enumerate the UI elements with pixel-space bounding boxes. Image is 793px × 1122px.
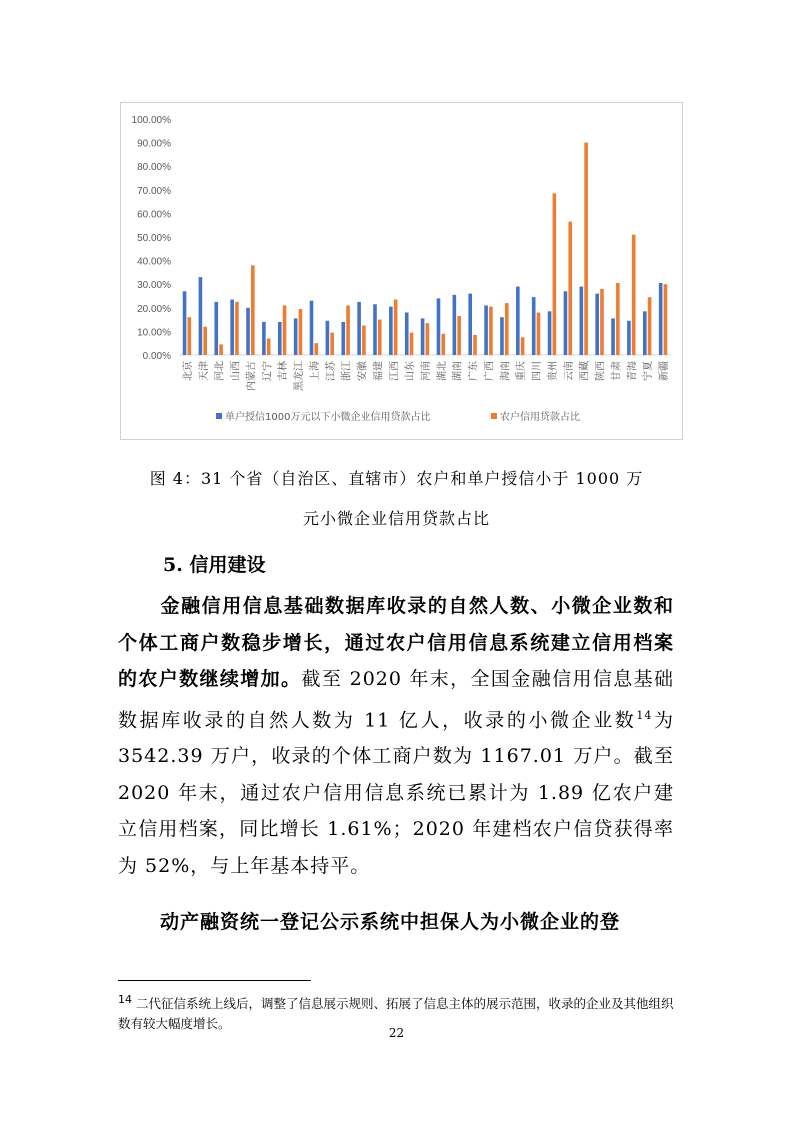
- x-tick-label: 湖北: [436, 361, 448, 381]
- bar-farmer-宁夏: [648, 297, 652, 355]
- bar-msme-上海: [310, 301, 314, 355]
- y-tick-label: 30.00%: [137, 280, 171, 292]
- x-tick-label: 内蒙古: [246, 361, 258, 391]
- bar-msme-湖北: [437, 298, 441, 355]
- footnote-ref: 14: [636, 708, 653, 722]
- x-tick-label: 云南: [563, 361, 575, 381]
- bar-msme-西藏: [580, 287, 584, 355]
- x-tick-label: 贵州: [547, 361, 559, 381]
- bar-farmer-广西: [489, 307, 493, 355]
- bar-msme-重庆: [516, 287, 520, 355]
- bar-msme-江西: [389, 307, 393, 355]
- bar-msme-湖南: [453, 295, 457, 355]
- x-tick-label: 安徽: [357, 361, 369, 381]
- x-tick-label: 湖南: [452, 361, 464, 381]
- legend-label: 单户授信1000万元以下小微企业信用贷款占比: [225, 412, 431, 423]
- figure-caption-line1: 图 4：31 个省（自治区、直辖市）农户和单户授信小于 1000 万: [149, 469, 644, 488]
- footnote-number: 14: [118, 993, 132, 1006]
- bar-farmer-海南: [505, 303, 509, 355]
- bar-farmer-黑龙江: [299, 309, 303, 355]
- bar-farmer-辽宁: [267, 338, 271, 355]
- bar-farmer-广东: [473, 335, 477, 355]
- bar-farmer-上海: [315, 343, 319, 355]
- x-tick-label: 广东: [468, 361, 480, 381]
- bar-farmer-河南: [426, 323, 430, 355]
- y-tick-label: 40.00%: [137, 256, 171, 268]
- bar-msme-云南: [564, 291, 568, 355]
- paragraph-bold-lead: 金融信用信息基础数据库收录的自然人数、小微企业数和个体工商户数稳步增长，通过农户信用信息系统建立信用档案的农户数继续增加。: [118, 595, 674, 690]
- y-tick-label: 20.00%: [137, 303, 171, 315]
- bar-msme-贵州: [548, 311, 552, 355]
- x-tick-label: 河南: [421, 361, 432, 381]
- x-tick-label: 吉林: [278, 361, 290, 381]
- bar-msme-甘肃: [611, 318, 615, 355]
- x-tick-label: 山东: [405, 361, 417, 381]
- x-tick-label: 黑龙江: [294, 361, 306, 391]
- y-tick-label: 10.00%: [137, 327, 171, 339]
- bar-farmer-河北: [219, 344, 223, 355]
- bar-farmer-浙江: [346, 305, 350, 355]
- bar-msme-广西: [484, 305, 488, 355]
- paragraph-movable-property: [118, 904, 674, 941]
- bar-farmer-西藏: [584, 143, 588, 355]
- bar-farmer-贵州: [553, 193, 557, 355]
- bar-farmer-新疆: [664, 284, 668, 355]
- y-tick-label: 70.00%: [137, 185, 171, 197]
- x-tick-label: 福建: [373, 361, 385, 381]
- bar-msme-北京: [183, 291, 187, 355]
- paragraph-credit-construction: [118, 588, 674, 884]
- bar-farmer-云南: [568, 222, 572, 355]
- x-tick-label: 陕西: [595, 361, 607, 381]
- y-tick-label: 100.00%: [131, 115, 171, 126]
- x-tick-label: 河北: [214, 361, 226, 381]
- x-tick-label: 江苏: [325, 361, 337, 381]
- x-tick-label: 山西: [230, 361, 242, 381]
- x-tick-label: 北京: [182, 361, 194, 381]
- x-tick-label: 天津: [198, 361, 210, 381]
- bar-msme-河北: [214, 302, 218, 355]
- x-tick-label: 甘肃: [611, 361, 623, 381]
- bar-farmer-内蒙古: [251, 265, 255, 355]
- x-tick-label: 新疆: [659, 361, 671, 381]
- x-tick-label: 四川: [532, 361, 544, 381]
- bar-msme-新疆: [659, 283, 663, 355]
- bar-msme-宁夏: [643, 311, 647, 355]
- bar-msme-吉林: [278, 322, 282, 355]
- bar-farmer-重庆: [521, 337, 525, 355]
- y-tick-label: 80.00%: [137, 162, 171, 174]
- legend-label: 农户信用贷款占比: [500, 412, 580, 423]
- legend-swatch: [491, 413, 497, 419]
- x-tick-label: 重庆: [516, 361, 528, 381]
- bar-farmer-福建: [378, 320, 382, 355]
- bar-farmer-甘肃: [616, 283, 620, 355]
- x-tick-label: 海南: [500, 361, 512, 381]
- bar-msme-浙江: [341, 322, 345, 355]
- paragraph-text-a: 截至 2020 年末，全国金融信用信息基础数据库收录的自然人数为 11 亿人，收录的小微企业数: [118, 668, 674, 731]
- x-tick-label: 广西: [484, 361, 496, 381]
- bar-farmer-山西: [235, 302, 239, 355]
- bar-msme-青海: [627, 321, 631, 355]
- bar-farmer-天津: [203, 327, 207, 355]
- section-heading: 5. 信用建设: [163, 554, 266, 576]
- bar-farmer-山东: [410, 333, 414, 355]
- bar-msme-海南: [500, 317, 504, 355]
- bar-msme-四川: [532, 297, 536, 355]
- x-tick-label: 青海: [627, 361, 639, 381]
- y-tick-label: 90.00%: [137, 138, 171, 150]
- bar-msme-山西: [230, 300, 234, 355]
- bar-chart: [121, 103, 682, 439]
- bar-msme-江苏: [326, 321, 330, 355]
- page-number: 22: [388, 1026, 405, 1040]
- bar-msme-陕西: [595, 294, 599, 355]
- bar-farmer-陕西: [600, 289, 604, 355]
- bar-farmer-安徽: [362, 326, 366, 356]
- bar-msme-天津: [199, 277, 203, 355]
- chart-container: [120, 102, 683, 440]
- footnote-divider: [118, 980, 311, 981]
- bar-msme-广东: [468, 294, 472, 355]
- x-tick-label: 辽宁: [262, 361, 274, 381]
- paragraph2-bold-lead: 动产融资统一登记公示系统中担保人为小微企业的登: [160, 911, 621, 933]
- x-tick-label: 江西: [389, 361, 401, 381]
- legend-swatch: [216, 413, 222, 419]
- bar-msme-黑龙江: [294, 318, 298, 355]
- x-tick-label: 浙江: [341, 361, 353, 381]
- bar-farmer-四川: [537, 313, 541, 355]
- footnote-text: 二代征信系统上线后，调整了信息展示规则、拓展了信息主体的展示范围，收录的企业及其他组织数有较大幅度增长。: [118, 996, 674, 1032]
- bar-msme-山东: [405, 313, 409, 355]
- bar-msme-河南: [421, 318, 425, 355]
- x-tick-label: 宁夏: [643, 361, 655, 381]
- bar-farmer-江苏: [330, 333, 334, 355]
- x-tick-label: 上海: [309, 361, 321, 381]
- bar-msme-内蒙古: [246, 308, 250, 355]
- y-tick-label: 60.00%: [137, 209, 171, 221]
- bar-msme-辽宁: [262, 322, 266, 355]
- bar-farmer-湖南: [457, 316, 461, 355]
- bar-farmer-北京: [188, 317, 192, 355]
- bar-farmer-青海: [632, 235, 636, 355]
- bar-farmer-湖北: [441, 334, 445, 355]
- bar-farmer-江西: [394, 300, 398, 355]
- bar-msme-福建: [373, 304, 377, 355]
- paragraph-text-b: 为 3542.39 万户，收录的个体工商户数为 1167.01 万户。截至 2020 年末，通过农户信用信息系统已累计为 1.89 亿农户建立信用档案，同比增长 1.61%；2020 年建档农户信贷获得率为 52%，与上年基本持平。: [118, 708, 674, 877]
- figure-caption-line2: 元小微企业信用贷款占比: [302, 509, 490, 528]
- bar-farmer-吉林: [283, 305, 287, 355]
- x-tick-label: 西藏: [579, 361, 591, 381]
- y-tick-label: 50.00%: [137, 233, 171, 244]
- bar-msme-安徽: [357, 302, 361, 355]
- y-tick-label: 0.00%: [142, 351, 171, 362]
